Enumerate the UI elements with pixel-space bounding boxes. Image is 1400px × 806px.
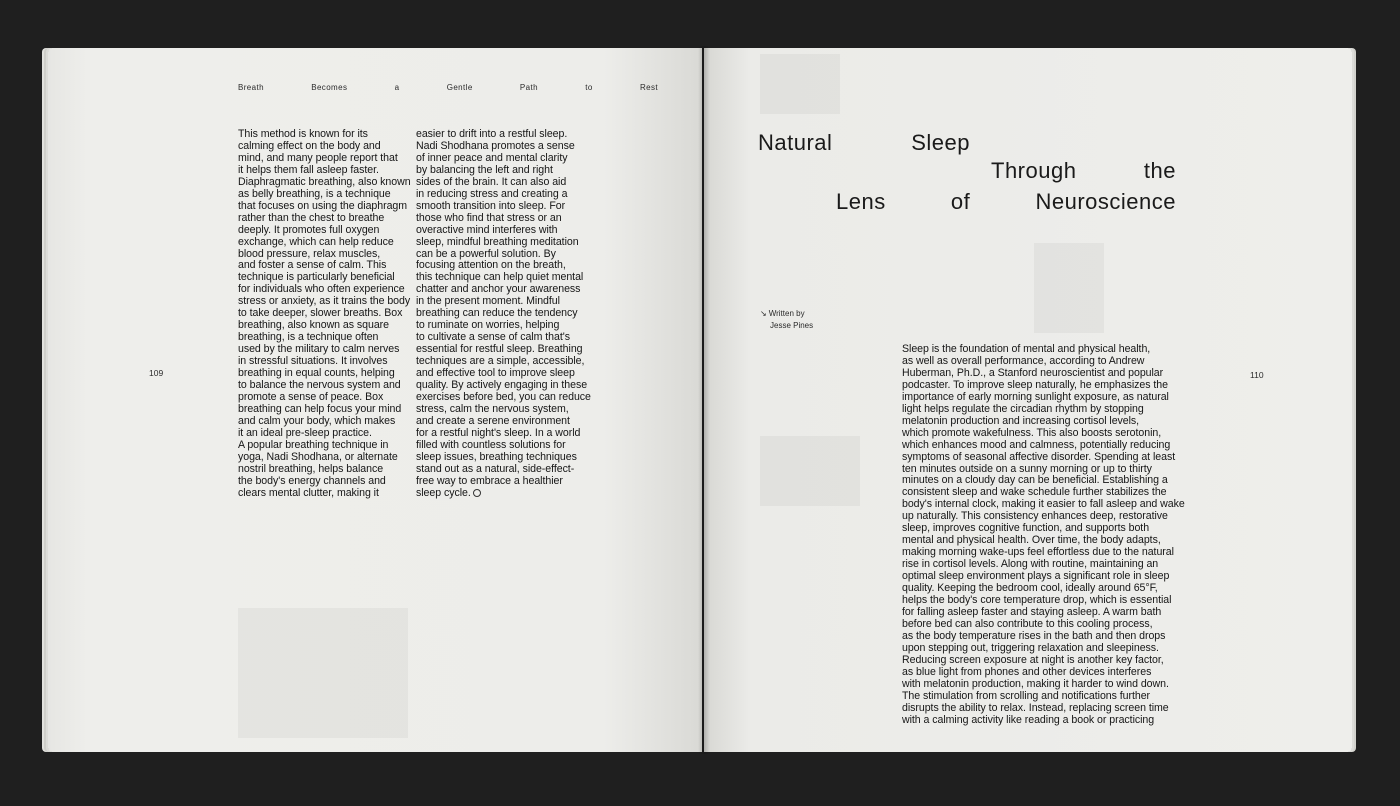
text-line: exchange, which can help reduce bbox=[238, 235, 394, 248]
show-through bbox=[238, 608, 408, 738]
title-word: Sleep bbox=[911, 130, 970, 155]
arrow-down-right-icon: ↘ bbox=[760, 309, 767, 318]
text-line: and create a serene environment bbox=[416, 414, 570, 427]
byline-label: Written by bbox=[768, 309, 805, 318]
running-head-word: Rest bbox=[639, 83, 658, 92]
text-line: importance of early morning sunlight exposure, as natural bbox=[902, 390, 1169, 403]
text-line: it an ideal pre-sleep practice. bbox=[238, 426, 372, 439]
text-line: promote a sense of peace. Box bbox=[238, 390, 384, 403]
text-line: to balance the nervous system and bbox=[238, 379, 401, 392]
text-line: Reducing screen exposure at night is another key factor, bbox=[902, 653, 1164, 666]
running-head-word: Breath bbox=[238, 83, 264, 92]
text-line: and calm your body, which makes bbox=[238, 414, 396, 427]
text-line: nostril breathing, helps balance bbox=[238, 462, 384, 475]
text-line: upon stepping out, triggering relaxation and sleepiness. bbox=[902, 641, 1159, 654]
title-line-2 bbox=[991, 158, 1176, 184]
text-line: blood pressure, relax muscles, bbox=[238, 247, 381, 260]
running-head bbox=[238, 83, 658, 92]
text-line: breathing, also known as square bbox=[238, 319, 389, 332]
title-line-3 bbox=[836, 189, 1176, 215]
text-line: symptoms of seasonal affective disorder. Spending at least bbox=[902, 450, 1176, 463]
page-number: 110 bbox=[1250, 370, 1264, 380]
text-line: The stimulation from scrolling and notifications further bbox=[902, 689, 1151, 702]
text-line: light helps regulate the circadian rhythm by stopping bbox=[902, 402, 1144, 415]
text-line: can be a powerful solution. By bbox=[416, 247, 556, 260]
title-word: Neuroscience bbox=[1035, 189, 1176, 214]
text-line: sides of the brain. It can also aid bbox=[416, 175, 567, 188]
text-line: technique is particularly beneficial bbox=[238, 271, 395, 284]
text-line: with a calming activity like reading a book or practicing bbox=[902, 713, 1155, 726]
text-line: making morning wake-ups feel effortless due to the natural bbox=[902, 546, 1174, 559]
text-line: as well as overall performance, according to Andrew bbox=[902, 354, 1145, 367]
text-line: consistent sleep and wake schedule further stabilizes the bbox=[902, 486, 1167, 499]
text-line: focusing attention on the breath, bbox=[416, 259, 566, 272]
text-line: this technique can help quiet mental bbox=[416, 271, 584, 284]
body-column-2 bbox=[416, 128, 591, 500]
book-gutter bbox=[698, 46, 710, 754]
text-line: chatter and anchor your awareness bbox=[416, 283, 581, 296]
text-line: breathing can reduce the tendency bbox=[416, 307, 578, 320]
text-line: before bed can also contribute to this cooling process, bbox=[902, 617, 1153, 630]
right-page bbox=[704, 48, 1352, 752]
title-word: the bbox=[1143, 158, 1176, 183]
text-line: Huberman, Ph.D., a Stanford neuroscientist and popular bbox=[902, 366, 1164, 379]
byline bbox=[760, 308, 813, 332]
show-through bbox=[760, 436, 860, 506]
title-word: Lens bbox=[836, 189, 886, 214]
text-line: quality. Keeping the bedroom cool, ideally around 65°F, bbox=[902, 582, 1158, 595]
text-line: breathing in equal counts, helping bbox=[238, 367, 395, 380]
running-head-word: Becomes bbox=[311, 83, 348, 92]
text-line: those who find that stress or an bbox=[416, 211, 562, 224]
title-word: of bbox=[950, 189, 971, 214]
text-line: it helps them fall asleep faster. bbox=[238, 163, 379, 176]
text-line: to cultivate a sense of calm that's bbox=[416, 331, 570, 344]
text-line: and effective tool to improve sleep bbox=[416, 367, 575, 380]
show-through bbox=[1034, 243, 1104, 333]
text-line: for individuals who often experience bbox=[238, 283, 405, 296]
title-line-1 bbox=[758, 130, 970, 156]
running-head-word: a bbox=[394, 83, 400, 92]
text-line: which promote wakefulness. This also boosts serotonin, bbox=[902, 426, 1162, 439]
text-line: overactive mind interferes with bbox=[416, 223, 558, 236]
running-head-word: Gentle bbox=[446, 83, 473, 92]
text-line: rise in cortisol levels. Along with routine, maintaining an bbox=[902, 558, 1159, 571]
text-line: of inner peace and mental clarity bbox=[416, 151, 568, 164]
text-line: disrupts the ability to relax. Instead, replacing screen time bbox=[902, 701, 1169, 714]
text-line: easier to drift into a restful sleep. bbox=[416, 128, 568, 140]
text-line: in reducing stress and creating a bbox=[416, 187, 568, 200]
article-title bbox=[758, 130, 1178, 220]
text-line: sleep cycle. bbox=[416, 486, 471, 499]
circle-end-icon bbox=[473, 489, 481, 497]
text-line: ten minutes outside on a sunny morning or up to thirty bbox=[902, 462, 1152, 475]
text-line: A popular breathing technique in bbox=[238, 438, 389, 451]
text-line: in stressful situations. It involves bbox=[238, 355, 388, 368]
text-line: with melatonin production, making it harder to wind down. bbox=[902, 677, 1169, 690]
text-line: rather than the chest to breathe bbox=[238, 211, 385, 224]
text-line: body's internal clock, making it easier to fall asleep and wake bbox=[902, 498, 1185, 511]
text-line: Nadi Shodhana promotes a sense bbox=[416, 139, 575, 152]
text-line: optimal sleep environment plays a significant role in sleep bbox=[902, 570, 1170, 583]
text-line: melatonin production and increasing cortisol levels, bbox=[902, 414, 1140, 427]
text-line: yoga, Nadi Shodhana, or alternate bbox=[238, 450, 398, 463]
body-column-3 bbox=[902, 343, 1185, 727]
text-line: essential for restful sleep. Breathing bbox=[416, 343, 583, 356]
page-number: 109 bbox=[149, 368, 164, 378]
text-line: deeply. It promotes full oxygen bbox=[238, 223, 380, 236]
text-line: mental and physical health. Over time, the body adapts, bbox=[902, 534, 1161, 547]
text-line: the body's energy channels and bbox=[238, 474, 386, 487]
running-head-word: Path bbox=[519, 83, 538, 92]
text-line: used by the military to calm nerves bbox=[238, 343, 400, 356]
text-line: calming effect on the body and bbox=[238, 139, 381, 152]
text-line: which enhances mood and calmness, potentially reducing bbox=[902, 438, 1171, 451]
text-line: exercises before bed, you can reduce bbox=[416, 390, 591, 403]
text-line: Diaphragmatic breathing, also known bbox=[238, 175, 411, 188]
running-head-word: to bbox=[585, 83, 593, 92]
text-line: for falling asleep faster and staying asleep. A warm bath bbox=[902, 605, 1162, 618]
text-line: as blue light from phones and other devices interferes bbox=[902, 665, 1152, 678]
text-line: stress, calm the nervous system, bbox=[416, 402, 569, 415]
author-name: Jesse Pines bbox=[770, 321, 814, 330]
text-line: helps the body's core temperature drop, which is essential bbox=[902, 594, 1172, 607]
text-line: stress or anxiety, as it trains the body bbox=[238, 295, 411, 308]
text-line: sleep, mindful breathing meditation bbox=[416, 235, 579, 248]
show-through bbox=[760, 54, 840, 114]
text-line: sleep, improves cognitive function, and supports both bbox=[902, 522, 1150, 535]
text-line: stand out as a natural, side-effect- bbox=[416, 462, 575, 475]
text-line: sleep issues, breathing techniques bbox=[416, 450, 577, 463]
title-word: Through bbox=[991, 158, 1077, 183]
text-line: filled with countless solutions for bbox=[416, 438, 566, 451]
text-line: up naturally. This consistency enhances deep, restorative bbox=[902, 510, 1168, 523]
body-column-1 bbox=[238, 129, 410, 500]
text-line: by balancing the left and right bbox=[416, 163, 553, 176]
text-line: to take deeper, slower breaths. Box bbox=[238, 307, 403, 320]
text-line: free way to embrace a healthier bbox=[416, 474, 563, 487]
text-line: quality. By actively engaging in these bbox=[416, 379, 588, 392]
text-line: as belly breathing, is a technique bbox=[238, 187, 391, 200]
text-line: Sleep is the foundation of mental and physical health, bbox=[902, 343, 1151, 355]
text-line: smooth transition into sleep. For bbox=[416, 199, 566, 212]
text-line: in the present moment. Mindful bbox=[416, 295, 560, 308]
text-line: techniques are a simple, accessible, bbox=[416, 355, 585, 368]
text-line-wrap bbox=[416, 488, 588, 500]
text-line: clears mental clutter, making it bbox=[238, 486, 379, 499]
text-line: to ruminate on worries, helping bbox=[416, 319, 560, 332]
left-page bbox=[48, 48, 702, 752]
text-line: breathing can help focus your mind bbox=[238, 402, 402, 415]
text-line: minutes on a cloudy day can be beneficial. Establishing a bbox=[902, 474, 1168, 487]
title-word: Natural bbox=[758, 130, 833, 155]
text-line: breathing, is a technique often bbox=[238, 331, 379, 344]
text-line: as the body temperature rises in the bath and then drops bbox=[902, 629, 1166, 642]
text-line: mind, and many people report that bbox=[238, 151, 398, 164]
text-line: This method is known for its bbox=[238, 128, 368, 140]
text-line: for a restful night's sleep. In a world bbox=[416, 426, 581, 439]
text-line: and foster a sense of calm. This bbox=[238, 259, 387, 272]
text-line: that focuses on using the diaphragm bbox=[238, 199, 408, 212]
text-line: podcaster. To improve sleep naturally, he emphasizes the bbox=[902, 378, 1168, 391]
